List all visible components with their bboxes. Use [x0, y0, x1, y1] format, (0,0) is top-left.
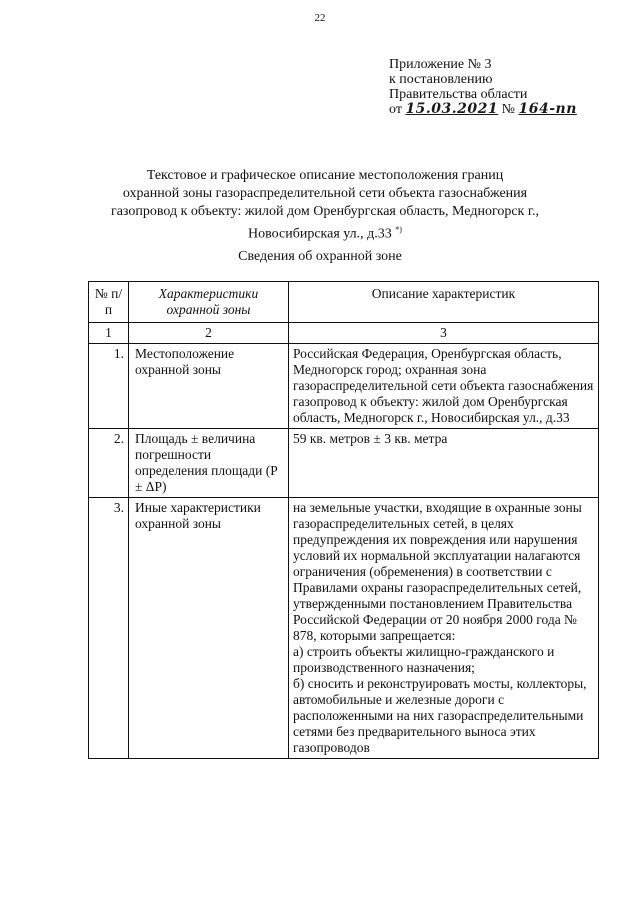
row-number: 3.	[89, 498, 129, 759]
appendix-block	[389, 57, 577, 117]
row-characteristic: Площадь ± величина погрешности определения площади (P ± ΔP)	[129, 429, 289, 498]
header-num: № п/п	[89, 282, 129, 323]
title-line-1: Текстовое и графическое описание местоположения границ	[146, 168, 504, 183]
row-description-item-a: а) строить объекты жилищно-гражданского и производственного назначения;	[293, 644, 555, 675]
date-prefix: от	[389, 102, 402, 117]
document-title	[90, 167, 560, 244]
number-sign: №	[501, 102, 515, 117]
row-description: Российская Федерация, Оренбургская область, Медногорск город; охранная зона газораспределительной сети объекта газоснабжения газопровод к объекту: жилой дом Оренбургская область, Медногорск г., Новосибирская ул., д.33	[289, 344, 599, 429]
table-header-row	[89, 282, 599, 323]
page-number: 22	[314, 12, 326, 24]
appendix-line-3: Правительства области	[389, 87, 528, 102]
footnote-mark: *)	[395, 225, 402, 234]
row-description-item-b: б) сносить и реконструировать мосты, коллекторы, автомобильные и железные дороги с расположенными на них газораспределительными сетями без предварительного выноса этих газопроводов	[293, 676, 587, 755]
table-row	[89, 429, 599, 498]
title-address: Новосибирская ул., д.33	[248, 226, 392, 242]
title-line-2: охранной зоны газораспределительной сети объекта газоснабжения	[122, 186, 528, 201]
index-cell: 3	[289, 323, 599, 344]
header-characteristics: Характеристики охранной зоны	[129, 282, 289, 323]
appendix-line-2: к постановлению	[389, 72, 493, 87]
handwritten-number: 164-пп	[518, 101, 577, 117]
table-index-row	[89, 323, 599, 344]
row-characteristic: Местоположение охранной зоны	[129, 344, 289, 429]
index-cell: 1	[89, 323, 129, 344]
row-description	[289, 498, 599, 759]
title-line-3: газопровод к объекту: жилой дом Оренбургская область, Медногорск г.,	[110, 204, 540, 219]
index-cell: 2	[129, 323, 289, 344]
title-line-4	[90, 221, 560, 244]
table-row	[89, 498, 599, 759]
row-characteristic: Иные характеристики охранной зоны	[129, 498, 289, 759]
zone-info-table	[88, 281, 599, 759]
row-number: 1.	[89, 344, 129, 429]
handwritten-date: 15.03.2021	[405, 101, 499, 117]
row-description: 59 кв. метров ± 3 кв. метра	[289, 429, 599, 498]
row-description-main: на земельные участки, входящие в охранные зоны газораспределительных сетей, в целях предупреждения их повреждения или нарушения условий их нормальной эксплуатации налагаются ограничения (обременения) в соответствии с Правилами охраны газораспределительных сетей, утвержденными постановлением Правительства Российской Федерации от 20 ноября 2000 года № 878, которыми запрещается:	[293, 500, 582, 643]
section-subtitle: Сведения об охранной зоне	[238, 249, 402, 264]
appendix-date-line	[389, 102, 577, 117]
table-row	[89, 344, 599, 429]
appendix-line-1: Приложение № 3	[389, 57, 492, 72]
header-description: Описание характеристик	[289, 282, 599, 323]
row-number: 2.	[89, 429, 129, 498]
